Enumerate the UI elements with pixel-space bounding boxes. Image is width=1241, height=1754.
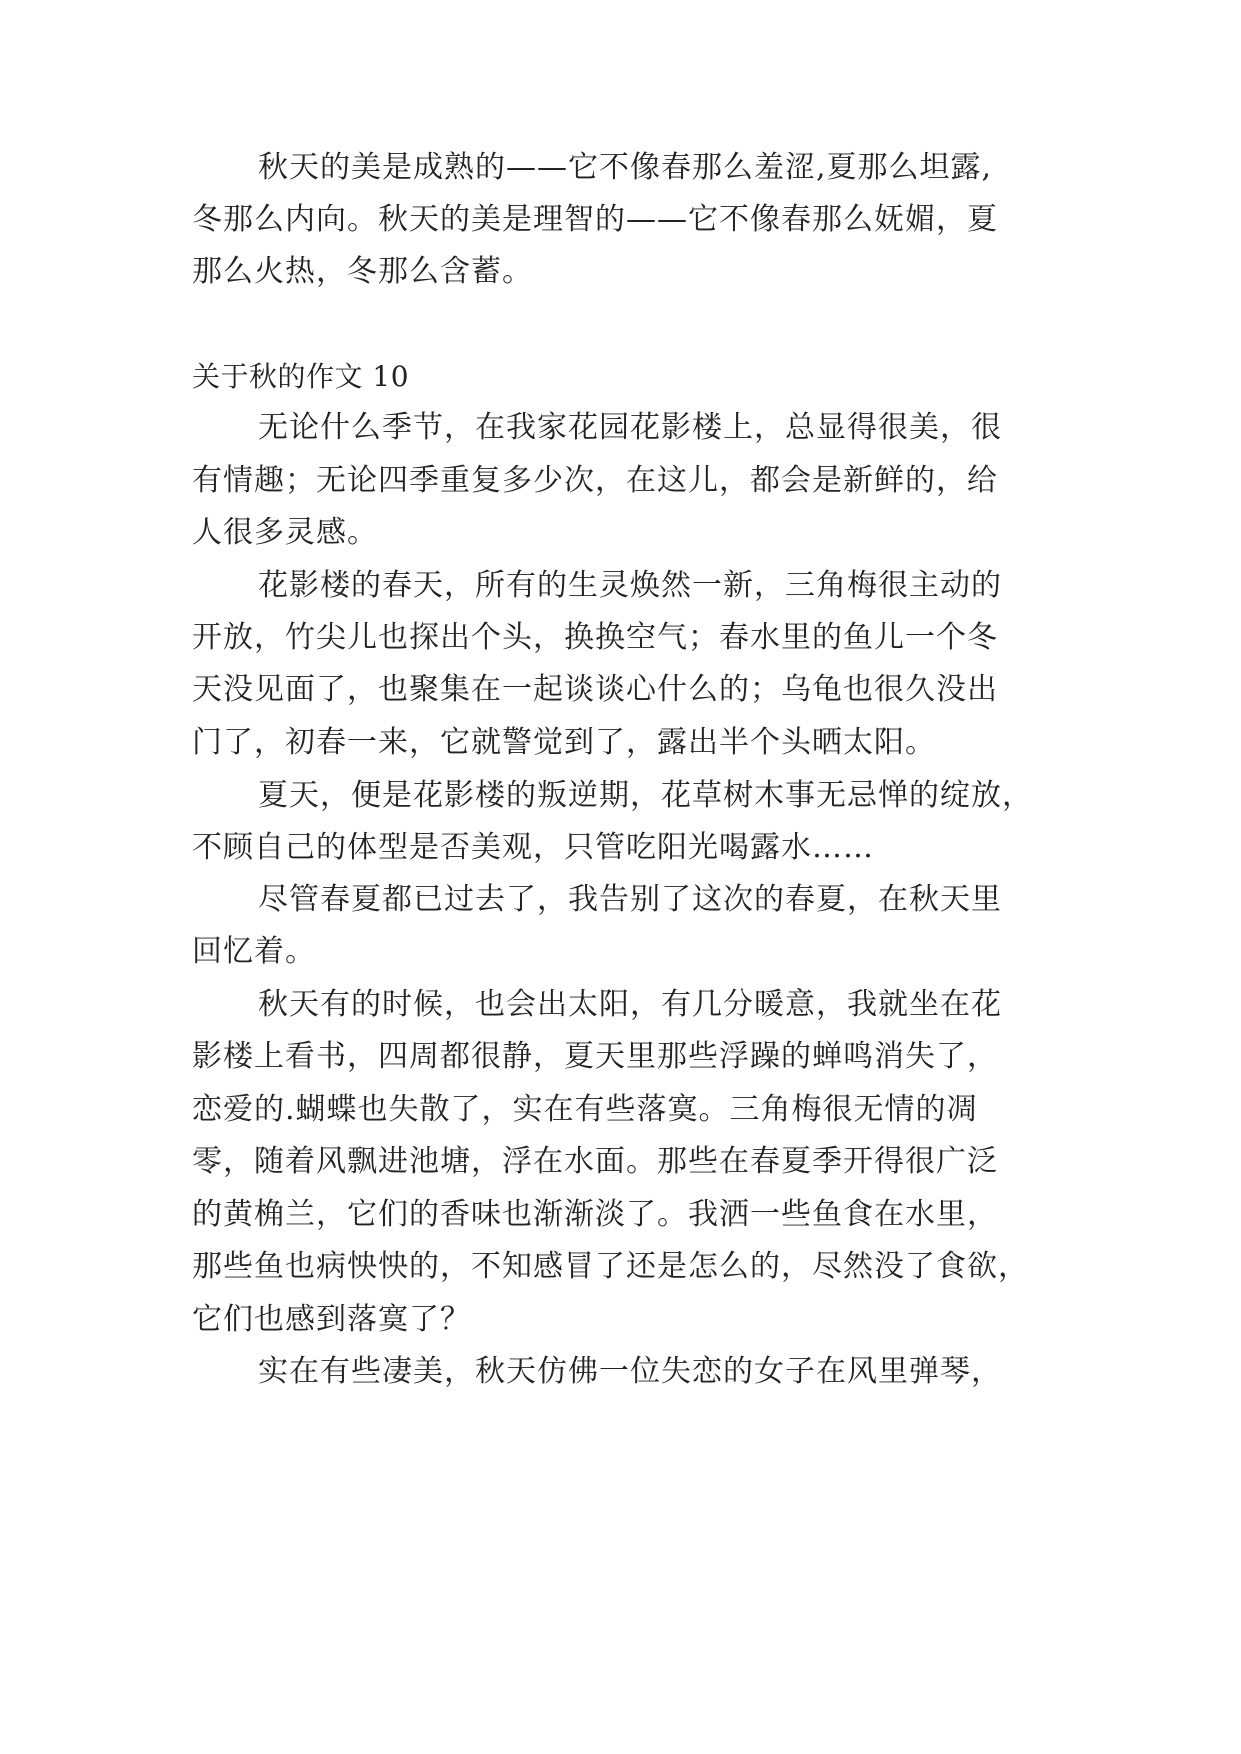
body-line-5: 开放，竹尖儿也探出个头，换换空气；春水里的鱼儿一个冬 xyxy=(192,620,998,655)
body-line-17: 那些鱼也病怏怏的，不知感冒了还是怎么的，尽然没了食欲， xyxy=(192,1249,1029,1284)
essay-heading: 关于秋的作文 10 xyxy=(192,360,410,393)
body-line-3: 人很多灵感。 xyxy=(192,515,378,550)
body-line-9: 不顾自己的体型是否美观，只管吃阳光喝露水…… xyxy=(192,830,874,865)
body-line-11: 回忆着。 xyxy=(192,934,316,969)
body-line-16: 的黄桷兰，它们的香味也渐渐淡了。我洒一些鱼食在水里， xyxy=(192,1197,998,1232)
body-line-4: 花影楼的春天，所有的生灵焕然一新，三角梅很主动的 xyxy=(258,568,1002,603)
body-line-12: 秋天有的时候，也会出太阳，有几分暖意，我就坐在花 xyxy=(258,987,1002,1022)
intro-line-1: 秋天的美是成熟的——它不像春那么羞涩,夏那么坦露, xyxy=(258,150,993,185)
intro-line-3: 那么火热，冬那么含蓄。 xyxy=(192,254,533,289)
body-line-1: 无论什么季节，在我家花园花影楼上，总显得很美，很 xyxy=(258,410,1002,445)
body-line-19: 实在有些凄美，秋天仿佛一位失恋的女子在风里弹琴， xyxy=(258,1354,1002,1389)
body-line-6: 天没见面了，也聚集在一起谈谈心什么的；乌龟也很久没出 xyxy=(192,672,998,707)
body-line-8: 夏天，便是花影楼的叛逆期，花草树木事无忌惮的绽放， xyxy=(258,778,1033,813)
body-line-14: 恋爱的.蝴蝶也失散了，实在有些落寞。三角梅很无情的凋 xyxy=(192,1092,978,1127)
body-line-7: 门了，初春一来，它就警觉到了，露出半个头晒太阳。 xyxy=(192,725,936,760)
intro-line-2: 冬那么内向。秋天的美是理智的——它不像春那么妩媚，夏 xyxy=(192,202,998,237)
body-line-13: 影楼上看书，四周都很静，夏天里那些浮躁的蝉鸣消失了， xyxy=(192,1039,998,1074)
body-line-10: 尽管春夏都已过去了，我告别了这次的春夏，在秋天里 xyxy=(258,882,1002,917)
body-line-15: 零，随着风飘进池塘，浮在水面。那些在春夏季开得很广泛 xyxy=(192,1144,998,1179)
body-line-18: 它们也感到落寞了？ xyxy=(192,1302,471,1337)
body-line-2: 有情趣；无论四季重复多少次，在这儿，都会是新鲜的，给 xyxy=(192,463,998,498)
